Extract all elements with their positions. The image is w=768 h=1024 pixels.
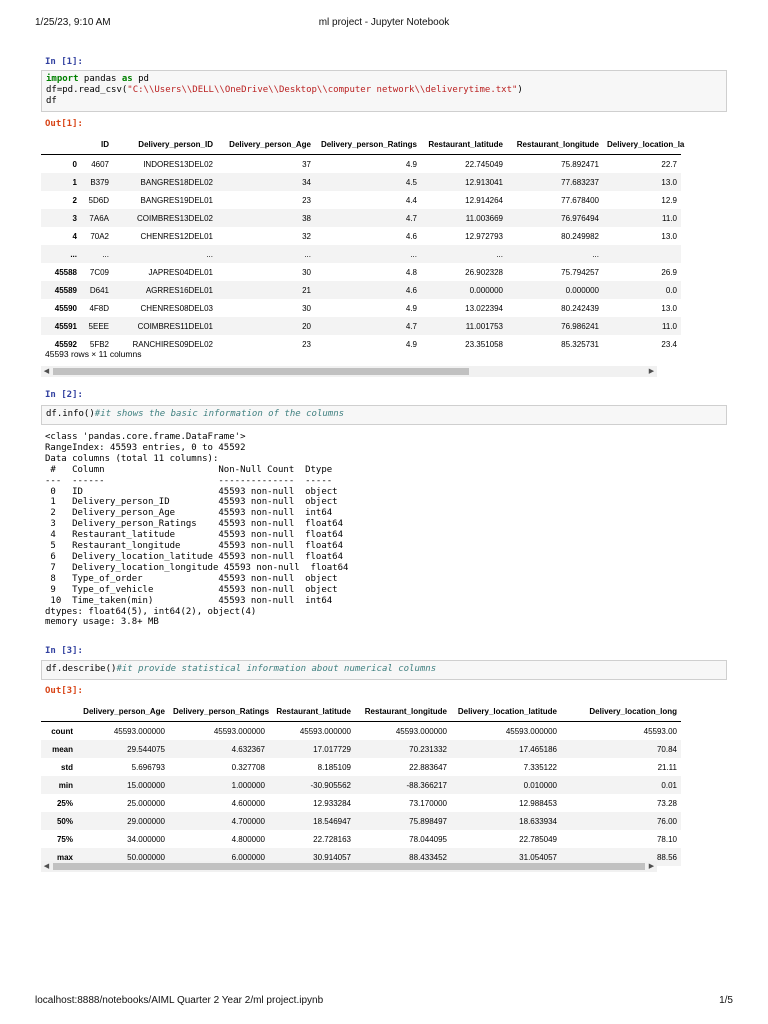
row-index: 45591 (54, 321, 77, 331)
table-cell: 7C09 (89, 267, 109, 277)
cell3-horizontal-scrollbar[interactable] (41, 861, 657, 872)
row-index: ... (70, 249, 77, 259)
table-cell: B379 (90, 177, 109, 187)
table-cell: 45593.000000 (299, 726, 351, 736)
cell3-output-prompt: Out[3]: (45, 686, 83, 696)
table-cell: 4F8D (89, 303, 109, 313)
table-cell: 75.898497 (409, 816, 447, 826)
scroll-right-icon[interactable]: ▶ (648, 863, 655, 870)
table-cell: ... (410, 249, 417, 259)
table-row (41, 794, 681, 812)
describe-table (41, 701, 681, 866)
table-cell: 77.678400 (561, 195, 599, 205)
row-index: 45590 (54, 303, 77, 313)
table-cell: 38 (302, 213, 311, 223)
table-cell: ... (592, 249, 599, 259)
code-text: pandas (78, 74, 122, 84)
code-text: ) (517, 85, 523, 95)
print-url: localhost:8888/notebooks/AIML Quarter 2 Year 2/ml project.ipynb (35, 995, 324, 1006)
cell3-input-prompt: In [3]: (45, 646, 83, 656)
column-header: Delivery_location_la (603, 134, 681, 155)
table-cell: 75.794257 (561, 267, 599, 277)
table-cell: 4.8 (405, 267, 417, 277)
table-cell: 29.544075 (127, 744, 165, 754)
code-text: df (46, 96, 57, 106)
table-cell: 6.000000 (231, 852, 265, 862)
table-row (41, 758, 681, 776)
code-string: "C:\\Users\\DELL\\OneDrive\\Desktop\\computer network\\deliverytime.txt" (127, 85, 518, 95)
table-cell: 12.933284 (313, 798, 351, 808)
table-cell: ... (496, 249, 503, 259)
table-cell: CHENRES12DEL01 (140, 231, 213, 241)
table-cell: 4.800000 (231, 834, 265, 844)
table-cell: 45593.000000 (113, 726, 165, 736)
table-cell: 45593.000000 (395, 726, 447, 736)
code-text: df=pd.read_csv( (46, 85, 128, 95)
table-cell: 88.433452 (409, 852, 447, 862)
row-index: 50% (56, 816, 73, 826)
table-cell: 70.84 (656, 744, 677, 754)
table-cell: 30.914057 (313, 852, 351, 862)
table-cell: AGRRES16DEL01 (145, 285, 213, 295)
code-text: pd (132, 74, 149, 84)
table-cell: 30 (302, 303, 311, 313)
table-row (41, 173, 681, 191)
table-row (41, 299, 681, 317)
table-row (41, 740, 681, 758)
cell2-code-editor[interactable] (41, 405, 727, 425)
table-cell: D641 (89, 285, 109, 295)
index-header (41, 701, 77, 722)
table-cell: 76.986241 (561, 321, 599, 331)
table-cell: 88.56 (656, 852, 677, 862)
table-cell: BANGRES19DEL01 (140, 195, 213, 205)
table-cell: 13.022394 (465, 303, 503, 313)
table-cell: ... (102, 249, 109, 259)
table-cell: 70.231332 (409, 744, 447, 754)
column-header: Delivery_person_Age (217, 134, 315, 155)
table-cell: 11.003669 (465, 213, 503, 223)
table-cell: COIMBRES11DEL01 (137, 321, 213, 331)
table-cell: 29.000000 (127, 816, 165, 826)
column-header: Restaurant_longitude (507, 134, 603, 155)
scroll-left-icon[interactable]: ◀ (43, 863, 50, 870)
table-cell: 0.0 (665, 285, 677, 295)
code-keyword: import (46, 74, 79, 84)
table-cell: 5EEE (88, 321, 109, 331)
table-row (41, 317, 681, 335)
table-cell: 23.4 (661, 339, 677, 349)
table-cell: 4.9 (405, 339, 417, 349)
table-cell: 5FB2 (89, 339, 109, 349)
table-cell: 80.242439 (561, 303, 599, 313)
table-cell: 13.0 (661, 177, 677, 187)
table-cell: 31.054057 (519, 852, 557, 862)
table-cell: ... (206, 249, 213, 259)
table-cell: 4.632367 (231, 744, 265, 754)
table-cell: 22.745049 (465, 159, 503, 169)
table-cell: -88.366217 (406, 780, 447, 790)
row-index: count (51, 726, 73, 736)
table-cell: 8.185109 (317, 762, 351, 772)
table-cell: 22.728163 (313, 834, 351, 844)
table-cell: 12.988453 (519, 798, 557, 808)
table-row (41, 209, 681, 227)
table-cell: 50.000000 (127, 852, 165, 862)
code-keyword: as (121, 74, 133, 84)
table-cell: 22.7 (661, 159, 677, 169)
table-cell: 7.335122 (523, 762, 557, 772)
table-cell: INDORES13DEL02 (143, 159, 213, 169)
table-cell: 12.9 (661, 195, 677, 205)
row-index: 1 (72, 177, 77, 187)
table-cell: 21 (302, 285, 311, 295)
row-index: 45592 (54, 339, 77, 349)
table-cell: 4.700000 (231, 816, 265, 826)
column-header: Delivery_location_latitude (451, 701, 561, 722)
column-header: Delivery_person_Ratings (315, 134, 421, 155)
column-header: Delivery_location_long (561, 701, 681, 722)
cell3-code-editor[interactable] (41, 660, 727, 680)
scroll-left-icon[interactable]: ◀ (43, 368, 50, 375)
table-row (41, 722, 681, 741)
row-index: 0 (72, 159, 77, 169)
code-comment: #it provide statistical information about numerical columns (116, 664, 437, 674)
table-cell: JAPRES04DEL01 (148, 267, 213, 277)
table-cell: 77.683237 (561, 177, 599, 187)
table-cell: ... (304, 249, 311, 259)
row-index: std (61, 762, 73, 772)
row-index: max (56, 852, 73, 862)
table-cell: 37 (302, 159, 311, 169)
table-cell: 0.01 (661, 780, 677, 790)
cell3-dataframe-viewport (41, 701, 677, 862)
row-index: 2 (72, 195, 77, 205)
table-cell: 78.044095 (409, 834, 447, 844)
table-cell: 4.6 (405, 231, 417, 241)
cell1-code-editor[interactable] (41, 70, 727, 112)
table-cell: 22.785049 (519, 834, 557, 844)
cell1-dataframe-viewport (41, 134, 685, 349)
table-cell: 34 (302, 177, 311, 187)
table-cell: 15.000000 (127, 780, 165, 790)
table-cell: -30.905562 (310, 780, 351, 790)
table-cell: 12.972793 (465, 231, 503, 241)
table-cell: 34.000000 (127, 834, 165, 844)
table-cell: CHENRES08DEL03 (140, 303, 213, 313)
table-cell: 11.001753 (465, 321, 503, 331)
table-cell: 1.000000 (231, 780, 265, 790)
table-row (41, 155, 681, 174)
dataframe-table (41, 134, 685, 353)
table-cell: 17.465186 (519, 744, 557, 754)
table-cell: 23 (302, 195, 311, 205)
cell1-input-prompt: In [1]: (45, 57, 83, 67)
table-row (41, 776, 681, 794)
column-header: ID (81, 134, 113, 155)
table-cell: 4.9 (405, 303, 417, 313)
table-cell: 80.249982 (561, 231, 599, 241)
table-row (41, 227, 681, 245)
table-cell: 26.902328 (465, 267, 503, 277)
column-header: Delivery_person_ID (113, 134, 217, 155)
table-cell: 18.546947 (313, 816, 351, 826)
table-cell: 4.7 (405, 321, 417, 331)
code-comment: #it shows the basic information of the columns (94, 409, 345, 419)
table-cell: 4.6 (405, 285, 417, 295)
table-cell: 4.4 (405, 195, 417, 205)
table-cell: 5.696793 (131, 762, 165, 772)
page-number: 1/5 (719, 995, 733, 1006)
row-index: 25% (56, 798, 73, 808)
cell1-output-prompt: Out[1]: (45, 119, 83, 129)
table-cell: 21.11 (657, 762, 677, 772)
table-cell: 30 (302, 267, 311, 277)
row-index: 75% (56, 834, 73, 844)
table-cell: 0.010000 (523, 780, 557, 790)
table-cell: BANGRES18DEL02 (140, 177, 213, 187)
table-row (41, 245, 681, 263)
row-index: min (58, 780, 73, 790)
code-text: df.describe() (46, 664, 117, 674)
column-header: Delivery_person_Age (77, 701, 169, 722)
table-cell: 13.0 (661, 231, 677, 241)
table-cell: 4.9 (405, 159, 417, 169)
table-cell: 73.170000 (409, 798, 447, 808)
table-cell: 11.0 (662, 321, 677, 331)
column-header: Restaurant_latitude (269, 701, 355, 722)
scrollbar-thumb[interactable] (53, 368, 469, 375)
table-cell: 12.913041 (465, 177, 503, 187)
table-cell: 76.976494 (561, 213, 599, 223)
table-cell: COIMBRES13DEL02 (136, 213, 213, 223)
table-cell: 4.7 (405, 213, 417, 223)
cell2-info-output: <class 'pandas.core.frame.DataFrame'> RangeIndex: 45593 entries, 0 to 45592 Data columns (total 11 columns): # Column Non-Null Count Dtype --- ------ -------------- ----- 0 ID 45593 non-null object 1 Delivery_person_ID 45593 non-null object 2 Delivery_person_Age 45593 non-null int64 3 Delivery_person_Ratings 45593 non-null float64 4 Restaurant_latitude 45593 non-null float64 5 Restaurant_longitude 45593 non-null float64 6 Delivery_location_latitude 45593 non-null float64 7 Delivery_location_longitude 45593 non-null float64 8 Type_of_order 45593 non-null object 9 Type_of_vehicle 45593 non-null object 10 Time_taken(min) 45593 non-null int64 dtypes: float64(5), int64(2), object(4) memory usage: 3.8+ MB (45, 432, 349, 628)
table-cell: 4607 (91, 159, 109, 169)
table-cell: 12.914264 (465, 195, 503, 205)
column-header: Delivery_person_Ratings (169, 701, 269, 722)
table-cell: 70A2 (90, 231, 109, 241)
table-cell: 0.327708 (231, 762, 265, 772)
cell1-horizontal-scrollbar[interactable] (41, 366, 657, 377)
table-row (41, 812, 681, 830)
cell2-input-prompt: In [2]: (45, 390, 83, 400)
table-row (41, 830, 681, 848)
table-cell: 76.00 (656, 816, 677, 826)
table-cell: 45593.000000 (213, 726, 265, 736)
row-index: 3 (72, 213, 77, 223)
index-header (41, 134, 81, 155)
print-datetime: 1/25/23, 9:10 AM (35, 17, 111, 28)
table-cell: 75.892471 (561, 159, 599, 169)
column-header: Restaurant_latitude (421, 134, 507, 155)
scroll-right-icon[interactable]: ▶ (648, 368, 655, 375)
table-cell: 45593.000000 (505, 726, 557, 736)
table-cell: 18.633934 (519, 816, 557, 826)
table-cell: 23 (302, 339, 311, 349)
table-cell: 0.000000 (565, 285, 599, 295)
page-title: ml project - Jupyter Notebook (318, 17, 450, 28)
table-cell (603, 245, 681, 263)
table-cell: 7A6A (89, 213, 109, 223)
table-cell: 0.000000 (469, 285, 503, 295)
table-cell: 23.351058 (465, 339, 503, 349)
table-cell: 26.9 (661, 267, 677, 277)
table-cell: 85.325731 (561, 339, 599, 349)
table-cell: 78.10 (656, 834, 677, 844)
table-row (41, 281, 681, 299)
table-cell: 25.000000 (127, 798, 165, 808)
row-index: 4 (72, 231, 77, 241)
table-cell: RANCHIRES09DEL02 (132, 339, 213, 349)
table-row (41, 263, 681, 281)
table-cell: 11.0 (662, 213, 677, 223)
scrollbar-thumb[interactable] (53, 863, 645, 870)
table-cell: 22.883647 (409, 762, 447, 772)
table-cell: 4.600000 (231, 798, 265, 808)
column-header: Restaurant_longitude (355, 701, 451, 722)
table-cell: 20 (302, 321, 311, 331)
table-cell: 45593.00 (643, 726, 677, 736)
dataframe-shape-note: 45593 rows × 11 columns (45, 349, 142, 359)
row-index: mean (52, 744, 73, 754)
table-row (41, 191, 681, 209)
table-cell: 13.0 (661, 303, 677, 313)
table-cell: 32 (302, 231, 311, 241)
code-text: df.info() (46, 409, 95, 419)
table-cell: 5D6D (88, 195, 109, 205)
table-cell: 73.28 (656, 798, 677, 808)
table-cell: 4.5 (405, 177, 417, 187)
table-cell: 17.017729 (313, 744, 351, 754)
row-index: 45588 (54, 267, 77, 277)
row-index: 45589 (54, 285, 77, 295)
